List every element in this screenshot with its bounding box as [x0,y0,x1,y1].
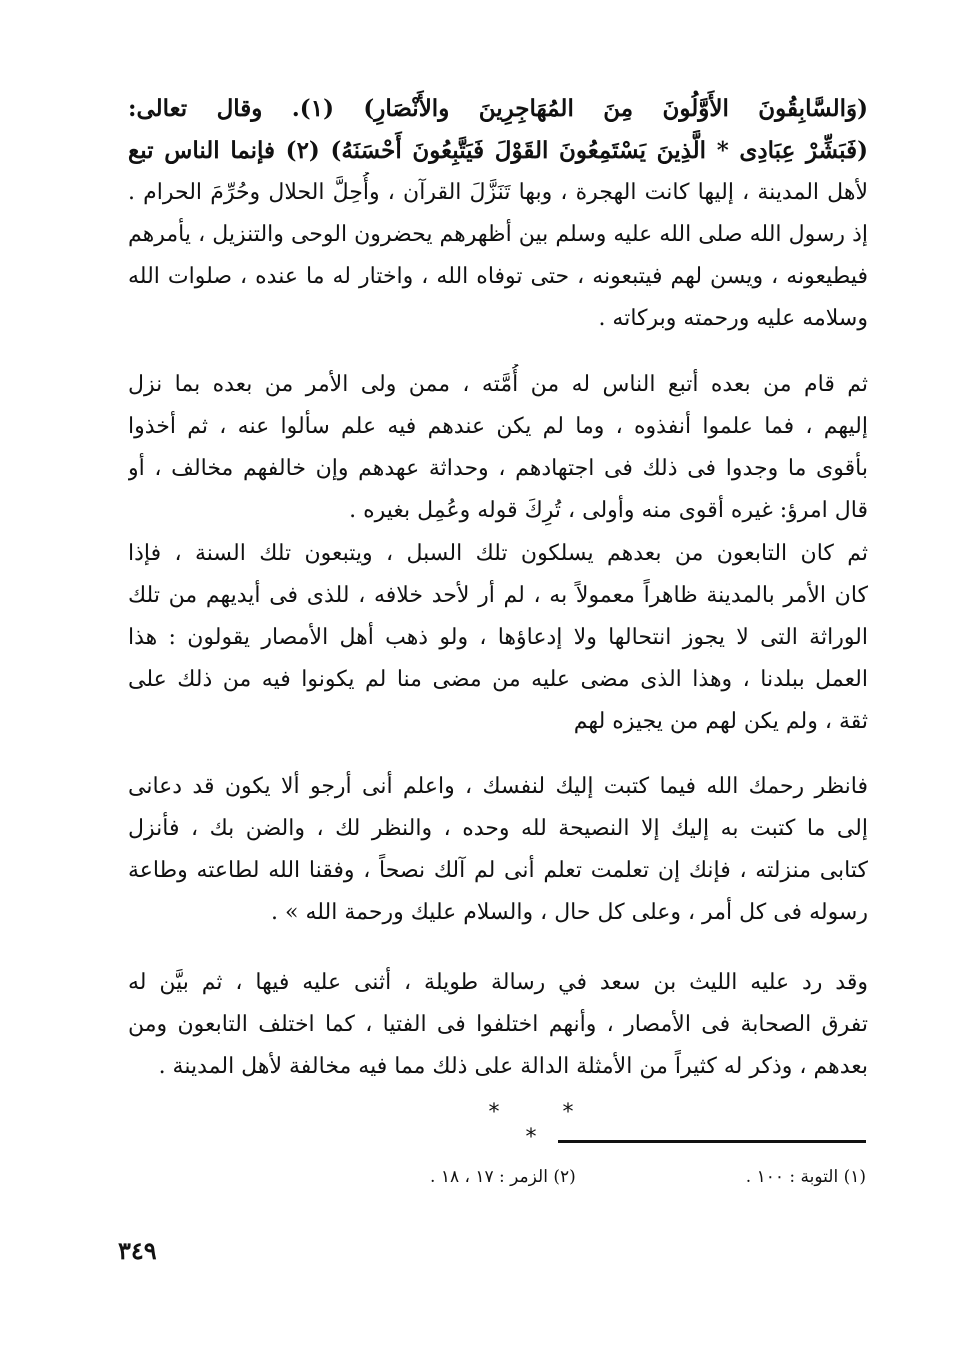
footnote-divider [558,1140,866,1143]
text-line: تفرق الصحابة فى الأمصار ، وأنهم اختلفوا فى الفتيا ، كما اختلف التابعون ومن [128,1012,868,1037]
text-line: بأقوى ما وجدوا فى ذلك فى اجتهادهم ، وحداثة عهدهم وإن خالفهم مخالف ، أو [128,456,868,481]
text-line: بعدهم ، وذكر له كثيراً من الأمثلة الدالة على ذلك مما فيه مخالفة لأهل المدينة . [158,1054,868,1079]
text-line: ثم كان التابعون من بعدهم يسلكون تلك السبل ، ويتبعون تلك السنة ، فإذا [128,541,868,566]
text-line: (فَبَشِّرْ عِبَادِى * الَّذِينَ يَسْتَمِعُونَ القَوْلَ فَيَتَّبِعُونَ أَحْسَنَهُ) (٢) فإنما الناس تبع [128,137,868,164]
paragraph-2 [128,364,868,532]
text-line: ثقة ، ولم يكن لهم من يجيزه لهم [573,709,868,734]
paragraph-4 [128,766,868,934]
text-line: (وَالسَّابِقُونَ الأَوَّلُونَ مِنَ المُهَاجِرِينَ والأَنْصَارِ) (١). وقال تعالى: [128,95,868,122]
paragraph-5 [128,962,868,1088]
text-line: رسوله فى كل أمر ، وعلى كل حال ، والسلام عليك ورحمة الله » . [271,900,868,925]
text-line: الوراثة التى لا يجوز انتحالها ولا إدعاؤها ، ولو ذهب أهل الأمصار يقولون : هذا [128,625,868,650]
paragraph-1 [128,88,868,340]
text-line: وقد رد عليه الليث بن سعد في رسالة طويلة ، أثنى عليه فيها ، ثم بيَّن له [128,970,868,995]
text-line: كان الأمر بالمدينة ظاهراً معمولاً به ، لم أر لأحد خلافه ، للذى فى أيديهم من تلك [128,583,868,608]
text-line: لأهل المدينة ، إليها كانت الهجرة ، وبها تَنَزَّلَ القرآن ، وأُحِلَّ الحلال وحُرِّمَ الحرام . [128,180,868,205]
text-line: كتابى منزلته ، فإنك إن تعلمت تعلم أنى لم آلك نصحاً ، وفقنا الله لطاعته وطاعة [128,858,868,883]
text-line: إليهم ، فما علموا أنفذوه ، وما لم يكن عندهم فيه علم سألوا عنه ، ثم أخذوا [128,414,868,439]
text-line: فانظر رحمك الله فيما كتبت إليك لنفسك ، واعلم أنى أرجو ألا يكون قد دعانى [128,774,868,799]
text-line: العمل ببلدنا ، وهذا الذى مضى عليه من مضى منا لم يكونوا فيه من ذلك على [128,667,868,692]
footnote-1: (١) التوبة : ١٠٠ . [745,1167,866,1187]
section-ornament: * * * [488,1100,602,1150]
text-line: قال امرؤ: غيره أقوى منه وأولى ، تُرِكَ قوله وعُمِل بغيره . [349,498,868,523]
page-number: ٣٤٩ [118,1236,157,1265]
paragraph-3 [128,533,868,743]
text-line: إذ رسول الله صلى الله عليه وسلم بين أظهرهم يحضرون الوحى والتنزيل ، يأمرهم [128,222,868,247]
text-line: فيطيعونه ، ويسن لهم فيتبعونه ، حتى توفاه الله ، واختار له ما عنده ، صلوات الله [128,264,868,289]
footnote-2: (٢) الزمر : ١٧ ، ١٨ . [430,1167,576,1187]
footnotes [320,1162,866,1192]
text-line: إلى ما كتبت به إليك إلا النصيحة لله وحده ، والنظر لك ، والضن بك ، فأنزل [128,816,868,841]
text-line: ثم قام من بعده أتبع الناس له من أُمَّته ، ممن ولى الأمر من بعده بما نزل [128,372,868,397]
text-line: وسلامه عليه ورحمته وبركاته . [598,306,868,331]
